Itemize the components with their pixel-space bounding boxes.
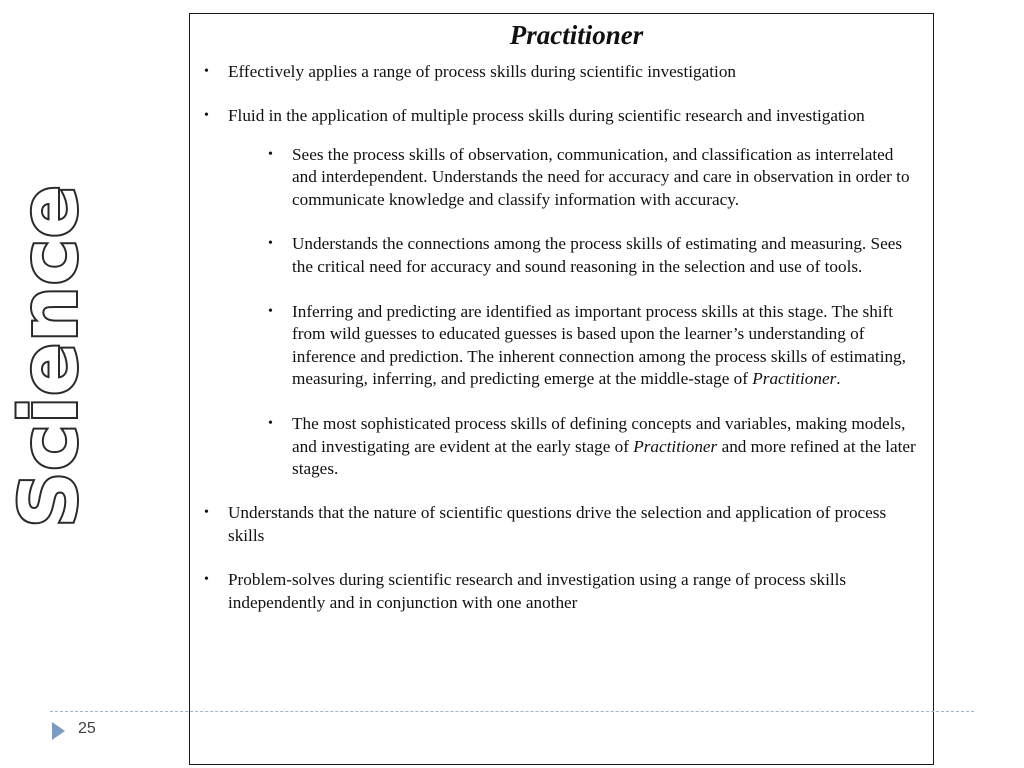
list-item-text: Understands that the nature of scientific questions drive the selection and application of process skills xyxy=(228,503,887,545)
italic-term: Practitioner xyxy=(633,436,718,456)
side-title: Science xyxy=(5,184,95,528)
list-item xyxy=(204,569,919,614)
slide-number: 25 xyxy=(78,720,96,737)
triangle-bullet-icon xyxy=(52,722,65,740)
list-item xyxy=(204,502,919,547)
list-item xyxy=(204,105,919,481)
list-item-text: Problem-solves during scientific research and investigation using a range of process skills independently and in conjunction with one another xyxy=(228,570,847,612)
sub-list-item-text-end: . xyxy=(836,369,841,389)
sub-list-item-text: Inferring and predicting are identified as important process skills at this stage. The shift from wild guesses to educated guesses is based upon the learner’s understanding of inference and prediction. The inherent connection among the process skills of estimating, measuring, inferring, and predicting emerge at the middle-stage of xyxy=(292,301,906,389)
sub-list-item-text: Sees the process skills of observation, communication, and classification as interrelated and interdependent. Understands the need for accuracy and care in observation in order to communicate knowledge and classify information with accuracy. xyxy=(292,144,910,209)
sub-list-item-text-end: and more refined at the later stages. xyxy=(292,436,916,479)
sub-list-item xyxy=(268,144,919,212)
list-item-text: Effectively applies a range of process skills during scientific investigation xyxy=(228,62,737,81)
sub-list-item-text: The most sophisticated process skills of defining concepts and variables, making models, and investigating are evident at the early stage of xyxy=(292,414,906,456)
sub-bullet-list xyxy=(204,144,919,481)
sub-list-item xyxy=(268,233,919,278)
list-item xyxy=(204,61,919,84)
document-image xyxy=(189,13,934,765)
sub-list-item xyxy=(268,413,919,481)
footer-divider xyxy=(50,711,974,712)
bullet-list xyxy=(204,61,919,614)
document-title: Practitioner xyxy=(509,20,644,50)
sub-list-item xyxy=(268,301,919,391)
list-item-text: Fluid in the application of multiple process skills during scientific research and investigation xyxy=(228,106,865,126)
italic-term: Practitioner xyxy=(752,369,837,389)
sub-list-item-text: Understands the connections among the process skills of estimating and measuring. Sees the critical need for accuracy and sound reasoning in the selection and use of tools. xyxy=(292,234,903,277)
